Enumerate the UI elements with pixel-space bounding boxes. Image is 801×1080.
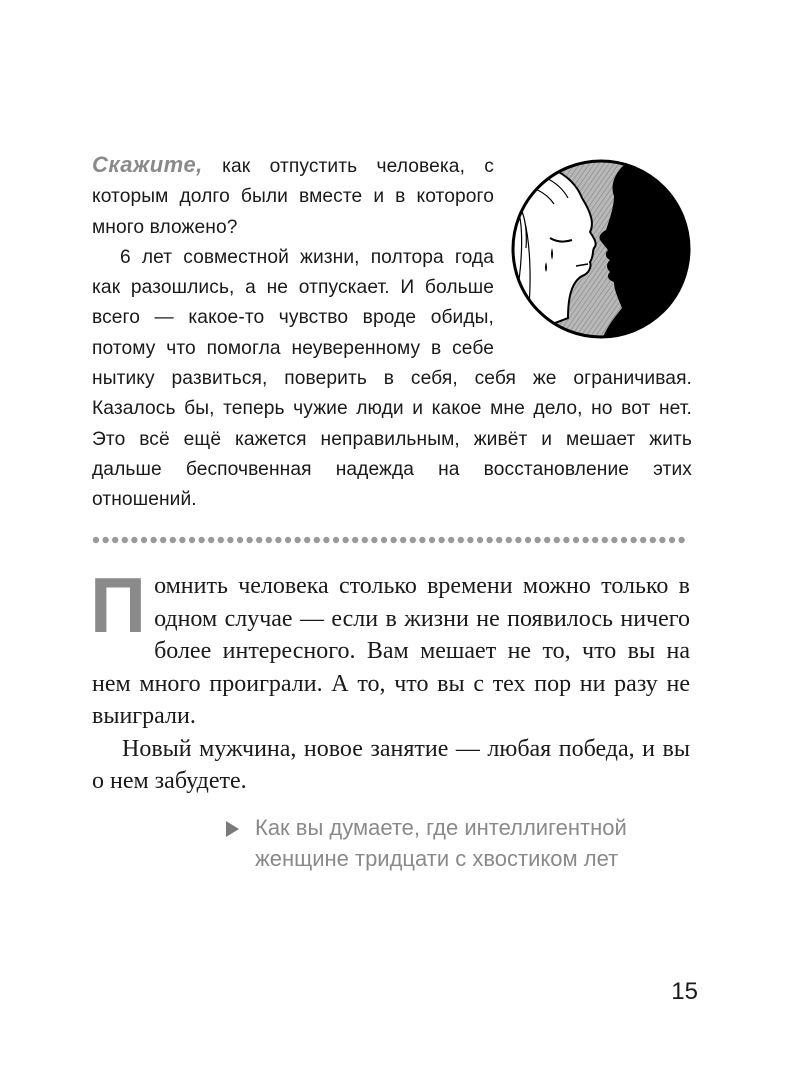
question-paragraph-2: 6 лет совместной жизни, полтора года как разошлись, а не отпускает. И больше всего — какое-то чувство вроде обиды, потому что помогла неуверенному в себе нытику развиться, поверить в себя, себя же ограничивая. Казалось бы, теперь чужие люди и какое мне дело, но вот нет. Это всё ещё кажется неправильным, живёт и мешает жить дальше беспочвенная надежда на восстановление этих отношений. (92, 246, 692, 511)
page-number: 15 (671, 978, 698, 1005)
triangle-arrow-icon (226, 821, 239, 837)
crying-woman-and-man-silhouette-illustration (510, 158, 692, 340)
dropcap: П (90, 561, 147, 649)
answer-paragraph-1: омнить человека столько времени можно только в одном случае — если в жизни не появилось ничего более интересного. Вам мешает не то, что вы на нем много проиграли. А то, что вы с тех пор ни разу не выиграли. (92, 573, 690, 729)
dotted-divider (92, 535, 692, 545)
next-question-teaser (226, 812, 646, 874)
teaser-line-2: женщине тридцати с хвостиком лет (255, 846, 619, 871)
question-paragraph-1: как отпустить человека, с которым долго были вместе и в которого много вложено? (92, 156, 494, 238)
answer-block (90, 561, 690, 798)
question-lead: Скажите, (92, 152, 203, 177)
question-block (92, 150, 692, 516)
answer-paragraph-2: Новый мужчина, новое занятие — любая победа, и вы о нем забудете. (92, 735, 690, 794)
teaser-line-1: Как вы думаете, где интеллигентной (255, 815, 627, 840)
